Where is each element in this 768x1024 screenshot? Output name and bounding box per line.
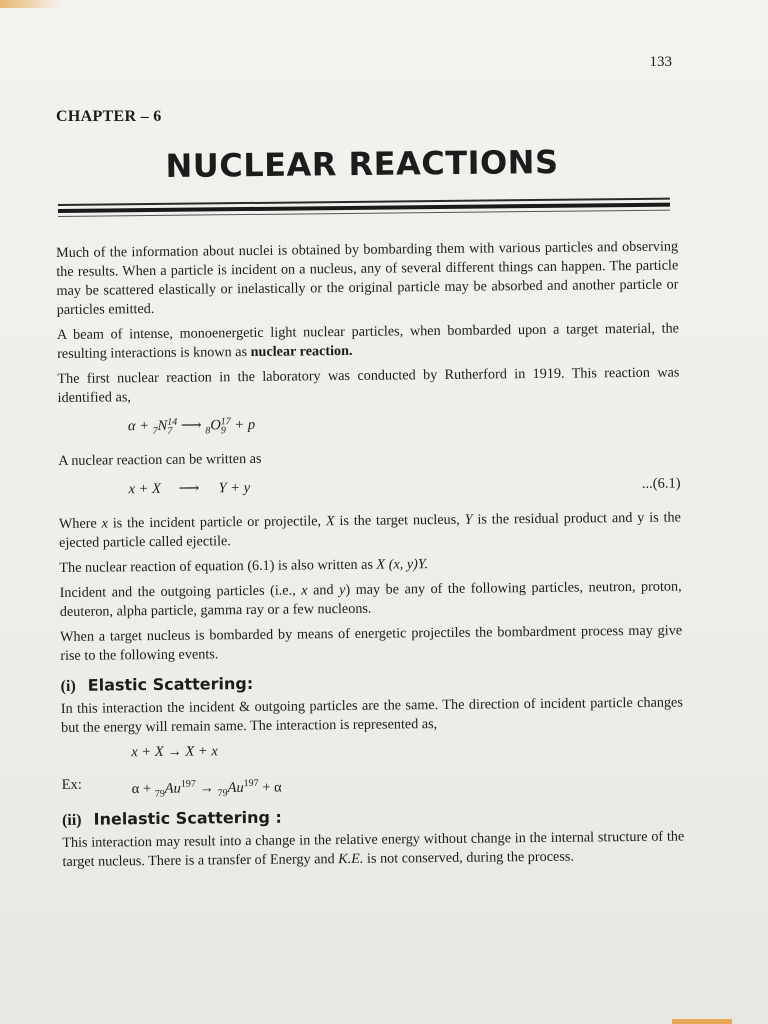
term-nuclear-reaction: nuclear reaction. [250, 342, 353, 360]
page-number: 133 [649, 54, 672, 70]
paragraph-definitions: Where x is the incident particle or projectile, X is the target nucleus, Y is the residual product and y is the ejected particle called ejectile. [58, 509, 681, 551]
title-divider [58, 194, 670, 220]
equation-number: ...(6.1) [641, 475, 681, 492]
equation-6-1: x + X ⟶ Y + y ...(6.1) [128, 475, 681, 498]
section-heading-elastic: (i) Elastic Scattering: [60, 673, 254, 695]
paragraph-notation: The nuclear reaction of equation (6.1) is also written as X (x, y)Y. [59, 556, 429, 576]
example-label: Ex: [61, 776, 82, 793]
chapter-title: NUCLEAR REACTIONS [165, 142, 559, 186]
section-heading-inelastic: (ii) Inelastic Scattering : [61, 807, 282, 829]
page-corner-mark [0, 0, 60, 8]
example-elastic: Ex: $\alpha + _{79}Au^{197} \to _{79}Au^{197} + \alpha$ [61, 776, 282, 800]
paragraph-intro: Much of the information about nuclei is obtained by bombarding them with various particles and observing the results. When a particle is incident on a nucleus, any of several different things can happen. The particle may be scattered elastically or inelastically or the original particle may be absorbed and another particle or particles emitted. [56, 238, 679, 318]
equation-rutherford: α + $_7$N 14 7 ⟶ $_8$O 17 9 + p [127, 415, 256, 437]
paragraph-events: When a target nucleus is bombarded by means of energetic projectiles the bombardment process may give rise to the following events. [60, 622, 683, 664]
equation-elastic: x + X → X + x [131, 743, 218, 761]
paragraph-beam: A beam of intense, monoenergetic light nuclear particles, when bombarded upon a target material, the resulting interactions is known as nuclear reaction. [56, 320, 680, 362]
paragraph-particles: Incident and the outgoing particles (i.e., x and y) may be any of the following particles, neutron, proton, deuteron, alpha particle, gamma ray or a few nucleons. [59, 578, 682, 620]
chapter-body [56, 237, 685, 877]
paragraph-rutherford: The first nuclear reaction in the laboratory was conducted by Rutherford in 1919. This reaction was identified as, [57, 364, 680, 406]
paragraph-inelastic: This interaction may result into a change in the relative energy without change in the internal structure of the target nucleus. There is a transfer of Energy and K.E. is not conserved, during the process. [62, 828, 685, 870]
paragraph-general-form: A nuclear reaction can be written as [58, 450, 262, 469]
chapter-label: CHAPTER – 6 [56, 108, 162, 125]
page-corner-mark-bottom [672, 1019, 732, 1024]
paragraph-elastic: In this interaction the incident & outgoing particles are the same. The direction of incident particle changes but the energy will remain same. The interaction is represented as, [60, 694, 683, 736]
